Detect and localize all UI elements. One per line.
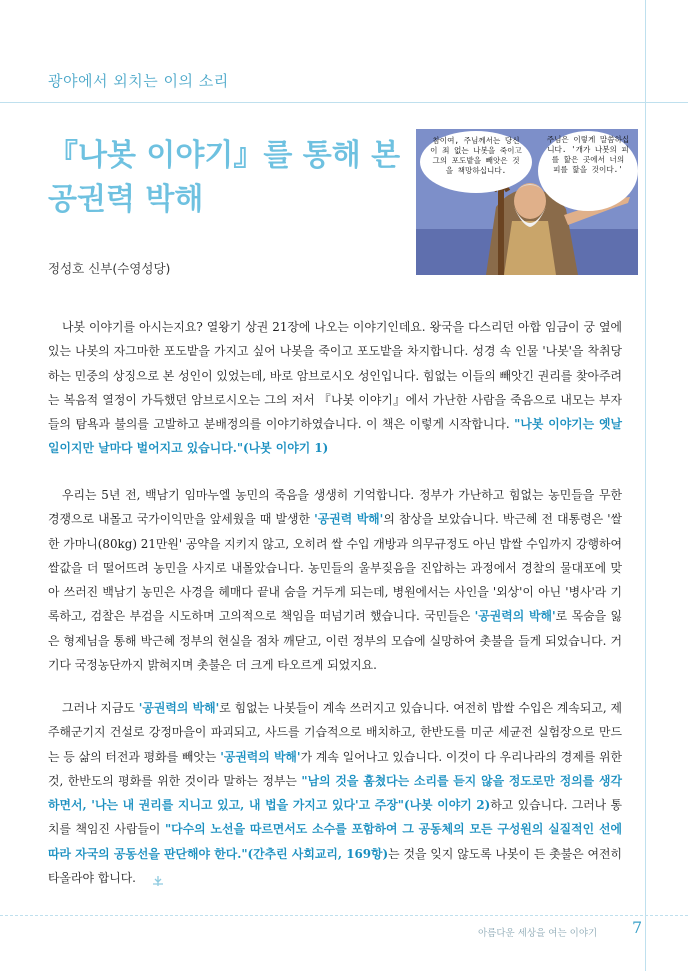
paragraph-3-text-5: 는 것을 잊지 않도록 나봇이 든 촛불은 여전히 타올라야 합니다.	[48, 846, 623, 886]
paragraph-1	[48, 315, 622, 461]
header-divider	[0, 102, 688, 103]
series-title: 광야에서 외치는 이의 소리	[48, 72, 229, 90]
paragraph-3-text-1: 그러나 지금도	[62, 701, 139, 715]
magazine-name: 아름다운 세상을 여는 이야기	[478, 928, 598, 939]
paragraph-3-highlight-2: '공권력의 박해'	[220, 749, 301, 764]
paragraph-2-text-1: 우리는 5년 전, 백남기 임마누엘 농민의 죽음을 생생히 기억합니다. 정부가 가난하고 힘없는 농민들을 무한 경쟁으로 내몰고 국가이익만을 앞세웠을 때 발생한	[48, 488, 622, 527]
paragraph-2	[48, 483, 622, 677]
paragraph-2-text-3: 로 목숨을 잃은 형제님을 통해 박근혜 정부의 현실을 점차 깨닫고, 이런 정부의 모습에 실망하여 촛불을 들게 되었습니다. 거기다 국정농단까지 밝혀지며 촛불은 더 크게 타오르게 되었지요.	[48, 609, 622, 673]
margin-guide-line	[645, 0, 646, 971]
page-header	[0, 0, 688, 103]
footer-divider	[0, 915, 688, 916]
comic-illustration	[416, 129, 638, 275]
title-line-2: 공권력 박해	[48, 182, 204, 217]
paragraph-3	[48, 696, 622, 890]
paragraph-1-text: 나봇 이야기를 아시는지요? 열왕기 상권 21장에 나오는 이야기인데요. 왕국을 다스리던 아합 임금이 궁 옆에 있는 나봇의 자그마한 포도밭을 가지고 싶어 나봇을 죽이고 포도밭을 차지합니다. 성경 속 인물 '나봇'을 착취당하는 민중의 상징으로 본 성인이 있었는데, 바로 암브로시오 성인입니다. 힘없는 이들의 빼앗긴 권리를 찾아주려는 복음적 열정이 가득했던 암브로시오는 그의 저서 『나봇 이야기』에서 가난한 사람을 죽음으로 내모는 부자들의 탐욕과 불의를 고발하고 분배정의를 이야기하였습니다. 이 책은 이렇게 시작합니다.	[48, 320, 622, 432]
paragraph-3-highlight-1: '공권력의 박해'	[138, 701, 220, 715]
page-number: 7	[632, 918, 643, 937]
paragraph-3-text-3: 가 계속 일어나고 있습니다. 이것이 다 우리나라의 경제를 위한 것, 한반도의 평화를 위한 것이라 말하는 정부는	[48, 749, 622, 788]
paragraph-2-highlight-2: '공권력의 박해'	[474, 609, 556, 624]
paragraph-3-text-4: 하고 있습니다. 그러나 통치를 책임진 사람들이	[48, 798, 622, 837]
paragraph-2-highlight-1: '공권력 박해'	[314, 512, 384, 527]
paragraph-3-quote-1: "남의 것을 훔쳤다는 소리를 듣지 않을 정도로만 정의를 생각하면서, '나는 내 권리를 지니고 있고, 내 법을 가지고 있다'고 주장"(나봇 이야기 2)	[48, 773, 622, 813]
author-byline: 정성호 신부(수영성당)	[48, 261, 171, 276]
paragraph-1-quote: "나봇 이야기는 옛날 일이지만 날마다 벌어지고 있습니다."(나봇 이야기 1)	[48, 417, 622, 456]
paragraph-3-text-2: 로 힘없는 나봇들이 계속 쓰러지고 있습니다. 여전히 밥쌀 수입은 계속되고, 제주해군기지 건설로 강정마을이 파괴되고, 사드를 기습적으로 배치하고, 한반도를 미군 세균전 실험장으로 만드는 등 삶의 터전과 평화를 빼앗는	[48, 701, 623, 764]
paragraph-2-text-2: 의 참상을 보았습니다. 박근혜 전 대통령은 '쌀 한 가마니(80kg) 21만원' 공약을 지키지 않고, 오히려 쌀 수입 개방과 의무규정도 아닌 밥쌀 수입까지 강행하여 쌀값을 더 떨어뜨려 농민을 사지로 내몰았습니다. 농민들의 울부짖음을 진압하는 과정에서 경찰의 물대포에 맞아 쓰러진 백남기 농민은 사경을 헤매다 끝내 숨을 거두게 되는데, 병원에서는 사인을 '외상'이 아닌 '병사'라 기록하고, 검찰은 부검을 시도하며 고의적으로 책임을 떠넘기려 했습니다. 국민들은	[48, 512, 622, 624]
end-mark-icon	[136, 872, 152, 886]
title-line-1: 『나봇 이야기』를 통해 본	[48, 138, 401, 173]
speech-bubble-left: 참이여, 주님께서는 당신이 죄 없는 나봇을 죽이고 그의 포도밭을 빼앗은 것을 책망하십니다.	[420, 131, 532, 193]
article-title	[48, 134, 408, 222]
speech-bubble-right: 주님은 이렇게 말씀하십니다. '개가 나봇의 피를 핥은 곳에서 너의 피를 핥을 것이다.'	[538, 131, 638, 211]
paragraph-3-quote-2: "다수의 노선을 따르면서도 소수를 포함하여 그 공동체의 모든 구성원의 실질적인 선에 따라 자국의 공동선을 판단해야 한다."(간추린 사회교리, 169항)	[48, 822, 622, 861]
